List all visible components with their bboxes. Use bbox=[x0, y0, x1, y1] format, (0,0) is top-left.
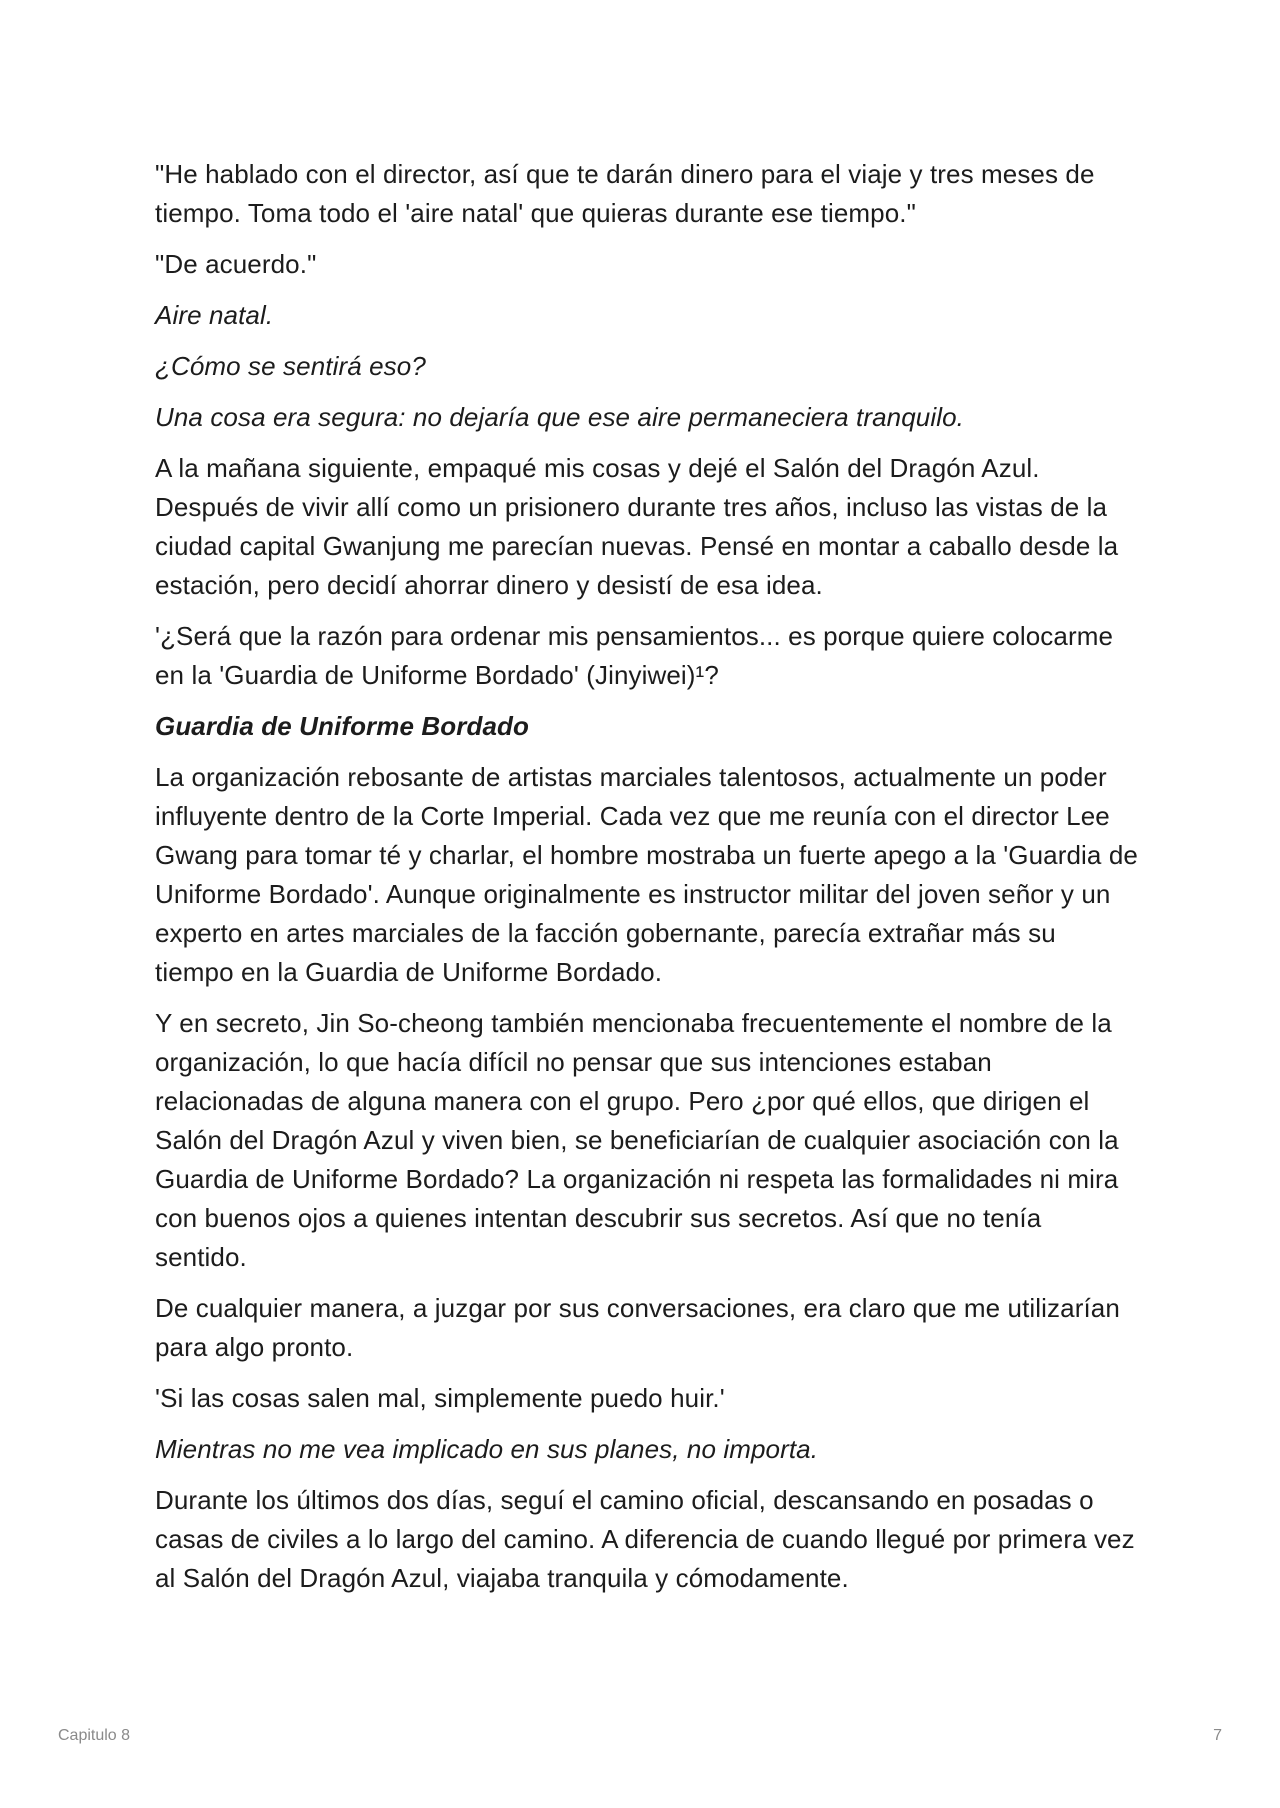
page-body bbox=[155, 155, 1140, 1610]
paragraph-italic: Una cosa era segura: no dejaría que ese aire permaneciera tranquilo. bbox=[155, 402, 964, 432]
paragraph-italic: Mientras no me vea implicado en sus planes, no importa. bbox=[155, 1434, 819, 1464]
paragraph: De cualquier manera, a juzgar por sus conversaciones, era claro que me utilizarían para algo pronto. bbox=[155, 1293, 1120, 1362]
paragraph-italic: Aire natal. bbox=[155, 300, 274, 330]
paragraph: Y en secreto, Jin So-cheong también mencionaba frecuentemente el nombre de la organización, lo que hacía difícil no pensar que sus intenciones estaban relacionadas de alguna manera con el grupo. Pero ¿por qué ellos, que dirigen el Salón del Dragón Azul y viven bien, se beneficiarían de cualquier asociación con la Guardia de Uniforme Bordado? La organización ni respeta las formalidades ni mira con buenos ojos a quienes intentan descubrir sus secretos. Así que no tenía sentido. bbox=[155, 1008, 1119, 1272]
paragraph: Durante los últimos dos días, seguí el camino oficial, descansando en posadas o casas de civiles a lo largo del camino. A diferencia de cuando llegué por primera vez al Salón del Dragón Azul, viajaba tranquila y cómodamente. bbox=[155, 1485, 1135, 1593]
paragraph: A la mañana siguiente, empaqué mis cosas y dejé el Salón del Dragón Azul. Después de vivir allí como un prisionero durante tres años, incluso las vistas de la ciudad capital Gwanjung me parecían nuevas. Pensé en montar a caballo desde la estación, pero decidí ahorrar dinero y desistí de esa idea. bbox=[155, 453, 1119, 600]
footer-chapter-label: Capitulo 8 bbox=[58, 1727, 131, 1744]
paragraph: "De acuerdo." bbox=[155, 249, 317, 279]
footer-page-number: 7 bbox=[1213, 1727, 1222, 1744]
paragraph: '¿Será que la razón para ordenar mis pensamientos... es porque quiere colocarme en la 'Guardia de Uniforme Bordado' (Jinyiwei)¹? bbox=[155, 621, 1114, 690]
section-heading: Guardia de Uniforme Bordado bbox=[155, 711, 529, 741]
paragraph: La organización rebosante de artistas marciales talentosos, actualmente un poder influyente dentro de la Corte Imperial. Cada vez que me reunía con el director Lee Gwang para tomar té y charlar, el hombre mostraba un fuerte apego a la 'Guardia de Uniforme Bordado'. Aunque originalmente es instructor militar del joven señor y un experto en artes marciales de la facción gobernante, parecía extrañar más su tiempo en la Guardia de Uniforme Bordado. bbox=[155, 762, 1138, 987]
paragraph: "He hablado con el director, así que te darán dinero para el viaje y tres meses de tiempo. Toma todo el 'aire natal' que quieras durante ese tiempo." bbox=[155, 159, 1095, 228]
paragraph: 'Si las cosas salen mal, simplemente puedo huir.' bbox=[155, 1383, 725, 1413]
paragraph-italic: ¿Cómo se sentirá eso? bbox=[155, 351, 426, 381]
